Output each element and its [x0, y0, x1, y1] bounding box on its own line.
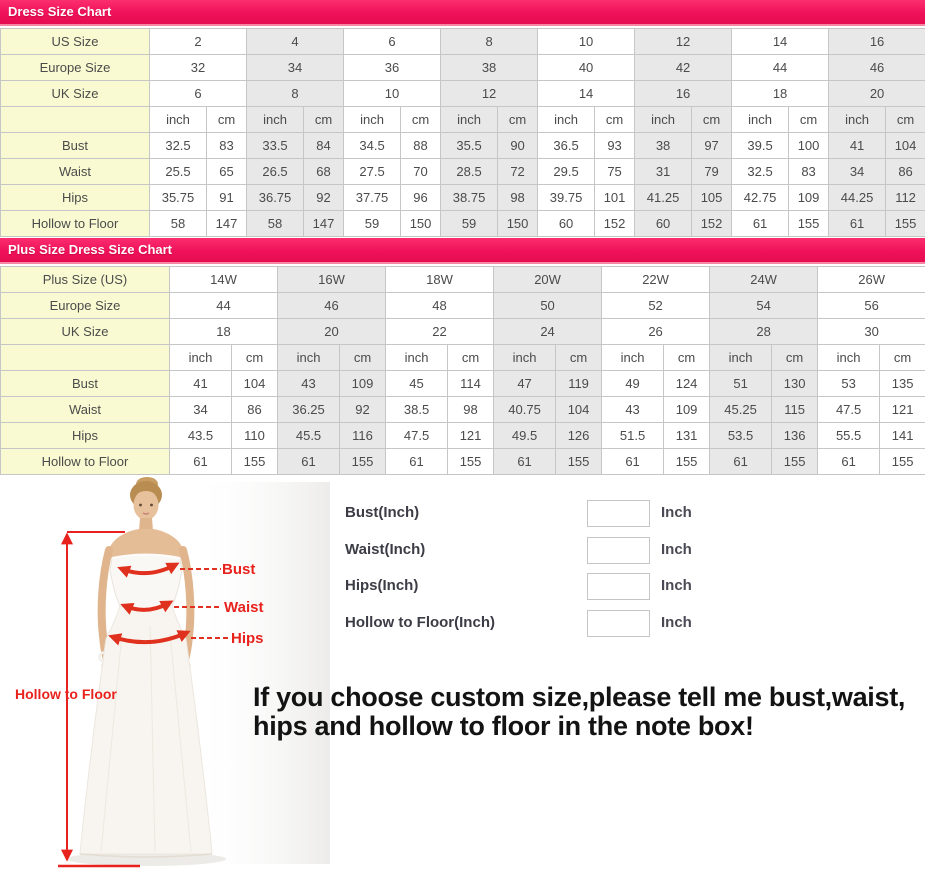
- cm-value-cell: 93: [595, 133, 635, 159]
- inch-unit-cell: inch: [247, 107, 304, 133]
- cm-value-cell: 131: [664, 423, 710, 449]
- cm-value-cell: 109: [664, 397, 710, 423]
- size-value-cell: 10: [538, 29, 635, 55]
- size-value-cell: 26: [602, 319, 710, 345]
- hollow-to-floor-input[interactable]: [587, 610, 650, 637]
- cm-value-cell: 155: [664, 449, 710, 475]
- cm-unit-cell: cm: [692, 107, 732, 133]
- cm-value-cell: 136: [772, 423, 818, 449]
- row-label-cell: Hips: [1, 185, 150, 211]
- size-value-cell: 18: [732, 81, 829, 107]
- size-value-cell: 20: [829, 81, 925, 107]
- inch-value-cell: 40.75: [494, 397, 556, 423]
- inch-value-cell: 38.75: [441, 185, 498, 211]
- size-value-cell: 16: [829, 29, 925, 55]
- size-value-cell: 28: [710, 319, 818, 345]
- inch-value-cell: 36.75: [247, 185, 304, 211]
- inch-unit-cell: inch: [818, 345, 880, 371]
- inch-value-cell: 58: [247, 211, 304, 237]
- cm-value-cell: 68: [304, 159, 344, 185]
- custom-size-note: [253, 683, 925, 741]
- inch-value-cell: 61: [602, 449, 664, 475]
- cm-value-cell: 155: [340, 449, 386, 475]
- cm-value-cell: 79: [692, 159, 732, 185]
- cm-value-cell: 75: [595, 159, 635, 185]
- cm-value-cell: 124: [664, 371, 710, 397]
- size-value-cell: 42: [635, 55, 732, 81]
- inch-value-cell: 27.5: [344, 159, 401, 185]
- hips-input-label: Hips(Inch): [345, 577, 419, 594]
- cm-unit-cell: cm: [772, 345, 818, 371]
- inch-value-cell: 34: [170, 397, 232, 423]
- row-label-cell: Bust: [1, 371, 170, 397]
- unit-row: [1, 345, 925, 371]
- inch-value-cell: 61: [710, 449, 772, 475]
- row-label-cell: Hollow to Floor: [1, 449, 170, 475]
- row-label-cell: UK Size: [1, 319, 170, 345]
- inch-value-cell: 26.5: [247, 159, 304, 185]
- size-value-cell: 4: [247, 29, 344, 55]
- cm-value-cell: 105: [692, 185, 732, 211]
- cm-value-cell: 104: [886, 133, 925, 159]
- unit-row: [1, 107, 925, 133]
- cm-value-cell: 150: [401, 211, 441, 237]
- cm-unit-cell: cm: [556, 345, 602, 371]
- waist-figure-label: Waist: [224, 599, 264, 616]
- size-value-cell: 46: [278, 293, 386, 319]
- size-value-cell: 34: [247, 55, 344, 81]
- row-label-cell: Bust: [1, 133, 150, 159]
- size-value-cell: 24: [494, 319, 602, 345]
- measure-row: [1, 397, 925, 423]
- hips-input[interactable]: [587, 573, 650, 600]
- row-label-cell: Europe Size: [1, 55, 150, 81]
- hollow-to-floor-input-label: Hollow to Floor(Inch): [345, 614, 495, 631]
- inch-value-cell: 36.25: [278, 397, 340, 423]
- measure-row: [1, 211, 925, 237]
- inch-value-cell: 61: [386, 449, 448, 475]
- size-value-cell: 10: [344, 81, 441, 107]
- cm-unit-cell: cm: [304, 107, 344, 133]
- size-value-cell: 46: [829, 55, 925, 81]
- cm-unit-cell: cm: [595, 107, 635, 133]
- cm-value-cell: 130: [772, 371, 818, 397]
- inch-value-cell: 60: [538, 211, 595, 237]
- inch-value-cell: 59: [344, 211, 401, 237]
- bust-unit-label: Inch: [661, 504, 692, 521]
- hollow-to-floor-unit-label: Inch: [661, 614, 692, 631]
- size-value-cell: 2: [150, 29, 247, 55]
- size-row: [1, 267, 925, 293]
- inch-value-cell: 32.5: [150, 133, 207, 159]
- size-row: [1, 319, 925, 345]
- dress-size-table: [0, 28, 925, 237]
- cm-value-cell: 141: [880, 423, 925, 449]
- cm-value-cell: 84: [304, 133, 344, 159]
- cm-value-cell: 155: [789, 211, 829, 237]
- size-value-cell: 18: [170, 319, 278, 345]
- inch-value-cell: 60: [635, 211, 692, 237]
- cm-value-cell: 98: [448, 397, 494, 423]
- cm-unit-cell: cm: [232, 345, 278, 371]
- cm-unit-cell: cm: [207, 107, 247, 133]
- inch-value-cell: 34.5: [344, 133, 401, 159]
- measure-row: [1, 159, 925, 185]
- cm-value-cell: 104: [556, 397, 602, 423]
- inch-value-cell: 45.25: [710, 397, 772, 423]
- inch-value-cell: 45.5: [278, 423, 340, 449]
- cm-unit-cell: cm: [664, 345, 710, 371]
- inch-unit-cell: inch: [170, 345, 232, 371]
- cm-value-cell: 155: [232, 449, 278, 475]
- cm-value-cell: 112: [886, 185, 925, 211]
- inch-value-cell: 36.5: [538, 133, 595, 159]
- hips-unit-label: Inch: [661, 577, 692, 594]
- bust-input[interactable]: [587, 500, 650, 527]
- waist-input-label: Waist(Inch): [345, 541, 426, 558]
- cm-value-cell: 155: [886, 211, 925, 237]
- waist-input[interactable]: [587, 537, 650, 564]
- size-row: [1, 55, 925, 81]
- cm-value-cell: 83: [789, 159, 829, 185]
- inch-value-cell: 49.5: [494, 423, 556, 449]
- size-value-cell: 30: [818, 319, 925, 345]
- inch-value-cell: 32.5: [732, 159, 789, 185]
- bust-input-label: Bust(Inch): [345, 504, 420, 521]
- row-label-cell: Waist: [1, 397, 170, 423]
- waist-unit-label: Inch: [661, 541, 692, 558]
- cm-unit-cell: cm: [448, 345, 494, 371]
- inch-unit-cell: inch: [538, 107, 595, 133]
- inch-value-cell: 51: [710, 371, 772, 397]
- cm-value-cell: 152: [595, 211, 635, 237]
- inch-value-cell: 44.25: [829, 185, 886, 211]
- inch-unit-cell: inch: [635, 107, 692, 133]
- plus-size-dress-table: [0, 266, 925, 475]
- dress-size-chart-header: [0, 0, 925, 26]
- measure-row: [1, 449, 925, 475]
- inch-value-cell: 38: [635, 133, 692, 159]
- cm-value-cell: 126: [556, 423, 602, 449]
- hips-figure-label: Hips: [231, 630, 264, 647]
- inch-value-cell: 61: [732, 211, 789, 237]
- inch-value-cell: 61: [829, 211, 886, 237]
- inch-value-cell: 42.75: [732, 185, 789, 211]
- cm-value-cell: 92: [340, 397, 386, 423]
- cm-value-cell: 83: [207, 133, 247, 159]
- size-value-cell: 12: [635, 29, 732, 55]
- size-value-cell: 40: [538, 55, 635, 81]
- size-row: [1, 81, 925, 107]
- row-label-cell: Waist: [1, 159, 150, 185]
- inch-value-cell: 39.5: [732, 133, 789, 159]
- size-value-cell: 6: [150, 81, 247, 107]
- bust-form-row: [0, 499, 925, 527]
- cm-value-cell: 72: [498, 159, 538, 185]
- inch-value-cell: 55.5: [818, 423, 880, 449]
- cm-value-cell: 109: [340, 371, 386, 397]
- cm-value-cell: 155: [448, 449, 494, 475]
- inch-value-cell: 58: [150, 211, 207, 237]
- cm-value-cell: 65: [207, 159, 247, 185]
- size-row: [1, 293, 925, 319]
- cm-value-cell: 114: [448, 371, 494, 397]
- inch-unit-cell: inch: [710, 345, 772, 371]
- cm-value-cell: 155: [772, 449, 818, 475]
- cm-unit-cell: cm: [886, 107, 925, 133]
- cm-value-cell: 135: [880, 371, 925, 397]
- cm-unit-cell: cm: [340, 345, 386, 371]
- size-value-cell: 44: [170, 293, 278, 319]
- plus-size-chart-title: Plus Size Dress Size Chart: [8, 242, 173, 257]
- cm-value-cell: 119: [556, 371, 602, 397]
- size-value-cell: 16: [635, 81, 732, 107]
- size-value-cell: 22W: [602, 267, 710, 293]
- size-value-cell: 50: [494, 293, 602, 319]
- dress-size-chart-title: Dress Size Chart: [8, 4, 112, 19]
- inch-value-cell: 61: [494, 449, 556, 475]
- cm-value-cell: 101: [595, 185, 635, 211]
- size-value-cell: 18W: [386, 267, 494, 293]
- inch-value-cell: 39.75: [538, 185, 595, 211]
- size-value-cell: 14: [538, 81, 635, 107]
- cm-value-cell: 100: [789, 133, 829, 159]
- cm-value-cell: 88: [401, 133, 441, 159]
- hips-form-row: [0, 572, 925, 600]
- hollow-to-floor-form-row: [0, 609, 925, 637]
- row-label-cell: US Size: [1, 29, 150, 55]
- cm-value-cell: 150: [498, 211, 538, 237]
- cm-value-cell: 147: [304, 211, 344, 237]
- cm-value-cell: 104: [232, 371, 278, 397]
- inch-value-cell: 53.5: [710, 423, 772, 449]
- inch-value-cell: 43: [602, 397, 664, 423]
- row-label-cell: [1, 107, 150, 133]
- custom-size-note-line1: If you choose custom size,please tell me bust,waist,: [253, 682, 906, 712]
- inch-value-cell: 61: [278, 449, 340, 475]
- cm-value-cell: 70: [401, 159, 441, 185]
- cm-unit-cell: cm: [789, 107, 829, 133]
- cm-value-cell: 116: [340, 423, 386, 449]
- inch-unit-cell: inch: [829, 107, 886, 133]
- cm-value-cell: 121: [448, 423, 494, 449]
- inch-value-cell: 25.5: [150, 159, 207, 185]
- row-label-cell: Plus Size (US): [1, 267, 170, 293]
- inch-value-cell: 51.5: [602, 423, 664, 449]
- cm-value-cell: 147: [207, 211, 247, 237]
- plus-size-chart-header: [0, 238, 925, 264]
- cm-value-cell: 121: [880, 397, 925, 423]
- inch-value-cell: 37.75: [344, 185, 401, 211]
- row-label-cell: UK Size: [1, 81, 150, 107]
- inch-unit-cell: inch: [732, 107, 789, 133]
- cm-value-cell: 96: [401, 185, 441, 211]
- cm-unit-cell: cm: [498, 107, 538, 133]
- inch-unit-cell: inch: [344, 107, 401, 133]
- inch-unit-cell: inch: [441, 107, 498, 133]
- size-value-cell: 22: [386, 319, 494, 345]
- inch-unit-cell: inch: [386, 345, 448, 371]
- cm-value-cell: 86: [886, 159, 925, 185]
- inch-unit-cell: inch: [278, 345, 340, 371]
- inch-value-cell: 29.5: [538, 159, 595, 185]
- row-label-cell: Europe Size: [1, 293, 170, 319]
- size-value-cell: 14W: [170, 267, 278, 293]
- row-label-cell: Hollow to Floor: [1, 211, 150, 237]
- custom-size-note-line2: hips and hollow to floor in the note box!: [253, 711, 754, 741]
- cm-value-cell: 155: [556, 449, 602, 475]
- size-value-cell: 36: [344, 55, 441, 81]
- hollow-to-floor-figure-label: Hollow to Floor: [15, 686, 117, 702]
- inch-value-cell: 35.5: [441, 133, 498, 159]
- measure-row: [1, 371, 925, 397]
- inch-value-cell: 34: [829, 159, 886, 185]
- cm-value-cell: 97: [692, 133, 732, 159]
- measure-row: [1, 185, 925, 211]
- inch-unit-cell: inch: [494, 345, 556, 371]
- inch-value-cell: 45: [386, 371, 448, 397]
- cm-value-cell: 86: [232, 397, 278, 423]
- bust-figure-label: Bust: [222, 561, 256, 578]
- size-value-cell: 56: [818, 293, 925, 319]
- cm-unit-cell: cm: [401, 107, 441, 133]
- inch-value-cell: 47.5: [818, 397, 880, 423]
- size-value-cell: 52: [602, 293, 710, 319]
- inch-unit-cell: inch: [150, 107, 207, 133]
- size-value-cell: 44: [732, 55, 829, 81]
- size-value-cell: 48: [386, 293, 494, 319]
- inch-value-cell: 33.5: [247, 133, 304, 159]
- size-row: [1, 29, 925, 55]
- inch-value-cell: 53: [818, 371, 880, 397]
- cm-value-cell: 152: [692, 211, 732, 237]
- inch-value-cell: 35.75: [150, 185, 207, 211]
- inch-value-cell: 61: [170, 449, 232, 475]
- inch-value-cell: 41: [170, 371, 232, 397]
- measurement-guide-section: [0, 474, 925, 871]
- size-value-cell: 38: [441, 55, 538, 81]
- cm-value-cell: 90: [498, 133, 538, 159]
- inch-value-cell: 59: [441, 211, 498, 237]
- cm-value-cell: 92: [304, 185, 344, 211]
- model-measurement-figure: [0, 474, 330, 871]
- size-value-cell: 14: [732, 29, 829, 55]
- inch-value-cell: 38.5: [386, 397, 448, 423]
- cm-value-cell: 109: [789, 185, 829, 211]
- measure-row: [1, 423, 925, 449]
- size-value-cell: 20: [278, 319, 386, 345]
- size-value-cell: 20W: [494, 267, 602, 293]
- waist-form-row: [0, 536, 925, 564]
- cm-value-cell: 155: [880, 449, 925, 475]
- row-label-cell: [1, 345, 170, 371]
- size-value-cell: 54: [710, 293, 818, 319]
- size-value-cell: 6: [344, 29, 441, 55]
- inch-value-cell: 47.5: [386, 423, 448, 449]
- row-label-cell: Hips: [1, 423, 170, 449]
- inch-value-cell: 31: [635, 159, 692, 185]
- size-value-cell: 32: [150, 55, 247, 81]
- inch-value-cell: 28.5: [441, 159, 498, 185]
- size-value-cell: 8: [441, 29, 538, 55]
- inch-value-cell: 49: [602, 371, 664, 397]
- size-value-cell: 26W: [818, 267, 925, 293]
- inch-value-cell: 43.5: [170, 423, 232, 449]
- inch-value-cell: 41: [829, 133, 886, 159]
- inch-value-cell: 47: [494, 371, 556, 397]
- size-value-cell: 16W: [278, 267, 386, 293]
- cm-value-cell: 110: [232, 423, 278, 449]
- inch-unit-cell: inch: [602, 345, 664, 371]
- size-value-cell: 8: [247, 81, 344, 107]
- cm-value-cell: 91: [207, 185, 247, 211]
- size-value-cell: 12: [441, 81, 538, 107]
- cm-value-cell: 98: [498, 185, 538, 211]
- inch-value-cell: 43: [278, 371, 340, 397]
- size-value-cell: 24W: [710, 267, 818, 293]
- cm-unit-cell: cm: [880, 345, 925, 371]
- inch-value-cell: 41.25: [635, 185, 692, 211]
- cm-value-cell: 115: [772, 397, 818, 423]
- measure-row: [1, 133, 925, 159]
- inch-value-cell: 61: [818, 449, 880, 475]
